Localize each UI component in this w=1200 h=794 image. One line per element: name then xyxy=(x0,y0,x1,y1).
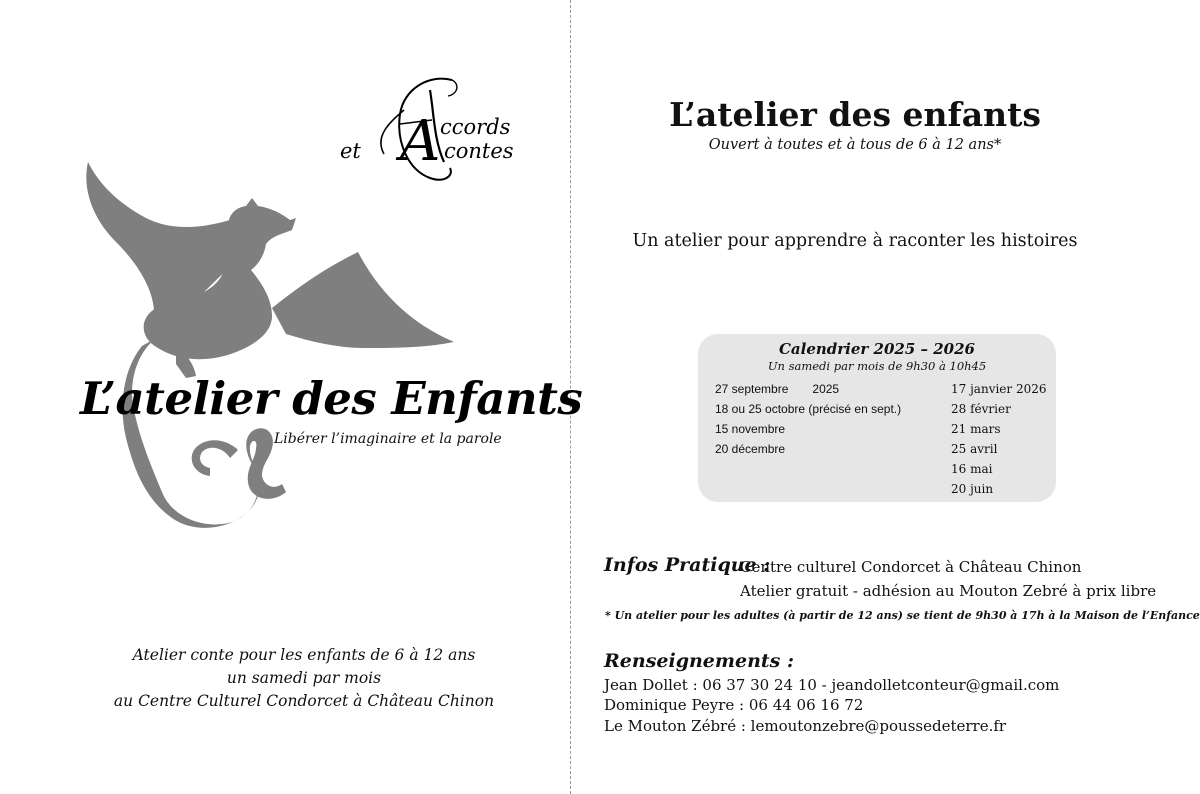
contact-line: Jean Dollet : 06 37 30 24 10 - jeandolletconteur@gmail.com xyxy=(604,676,1060,694)
logo-word-et: et xyxy=(340,139,361,163)
calendar-date: 16 mai xyxy=(951,462,993,476)
logo-word-ccords: ccords xyxy=(440,115,511,139)
calendar-date-text: 27 septembre xyxy=(715,382,789,396)
cover-title: L’atelier des Enfants xyxy=(80,372,583,425)
tagline: Un atelier pour apprendre à raconter les histoires xyxy=(632,231,1078,251)
calendar-title: Calendrier 2025 – 2026 xyxy=(778,340,975,358)
calendar-left-column xyxy=(715,379,901,459)
dragon-silhouette-icon xyxy=(76,158,466,536)
infos-pratique-heading: Infos Pratique : xyxy=(604,554,771,576)
calendar-date: 18 ou 25 octobre (précisé en sept.) xyxy=(715,402,902,416)
calendar-date: 21 mars xyxy=(951,422,1001,436)
page-subtitle: Ouvert à toutes et à tous de 6 à 12 ans* xyxy=(708,137,1002,153)
calendar-year: 2025 xyxy=(812,382,840,396)
cover-info-line: au Centre Culturel Condorcet à Château Chinon xyxy=(113,692,495,710)
logo-word-contes: contes xyxy=(444,139,514,163)
cover-info-line: un samedi par mois xyxy=(226,669,382,687)
cover-subtitle: Libérer l’imaginaire et la parole xyxy=(274,431,502,447)
calendar-date: 28 février xyxy=(951,402,1011,416)
calendar-right-column xyxy=(951,379,1047,499)
calendar-note: Un samedi par mois de 9h30 à 10h45 xyxy=(767,359,987,373)
contact-line: Le Mouton Zébré : lemoutonzebre@poussedeterre.fr xyxy=(604,717,1007,735)
cover-info-line: Atelier conte pour les enfants de 6 à 12 ans xyxy=(132,646,476,664)
calendar-date: 15 novembre xyxy=(715,422,786,436)
contact-line: Dominique Peyre : 06 44 06 16 72 xyxy=(604,696,864,714)
logo-letter-a: A xyxy=(400,109,441,174)
calendar-date xyxy=(715,379,901,399)
calendar-date: 17 janvier 2026 xyxy=(951,382,1047,396)
contacts-heading: Renseignements : xyxy=(604,650,794,672)
calendar-date: 25 avril xyxy=(951,442,998,456)
infos-location: Centre culturel Condorcet à Château Chinon xyxy=(740,558,1082,576)
calendar-date: 20 juin xyxy=(951,482,994,496)
cover-info-block xyxy=(104,644,504,713)
calendar-date: 20 décembre xyxy=(715,442,786,456)
page-title: L’atelier des enfants xyxy=(669,95,1041,134)
calendar-box xyxy=(698,334,1056,502)
infos-price: Atelier gratuit - adhésion au Mouton Zebré à prix libre xyxy=(740,582,1157,600)
adult-workshop-note: * Un atelier pour les adultes (à partir de 12 ans) se tient de 9h30 à 17h à la Maison de l’Enfance xyxy=(605,609,1200,622)
